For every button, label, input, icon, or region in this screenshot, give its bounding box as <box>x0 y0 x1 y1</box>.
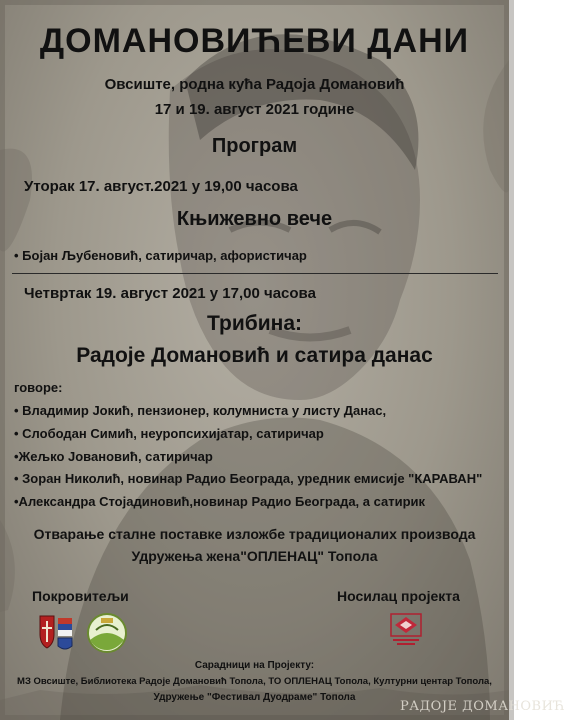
women-association-logo-icon <box>387 612 425 646</box>
speaker-item: • Слободан Симић, неуропсихијатар, сатиричар <box>14 426 324 441</box>
day1-event-title: Књижевно вече <box>176 208 333 230</box>
day1-datetime: Уторак 17. август.2021 у 19,00 часова <box>24 178 298 195</box>
poster-title: ДОМАНОВИЋЕВИ ДАНИ <box>39 22 470 60</box>
day1-guest <box>14 248 307 263</box>
speaker-item: • Владимир Јокић, пензионер, колумниста у листу Данас, <box>14 403 387 418</box>
event-dates: 17 и 19. август 2021 године <box>154 101 355 118</box>
event-location: Овсиште, родна кућа Радоја Домановић <box>104 76 405 93</box>
green-circle-logo-icon <box>84 612 130 654</box>
speakers-intro: говоре: <box>14 380 63 395</box>
exhibition-line1: Отварање сталне поставке изложбе традиционалих производа <box>33 526 476 542</box>
partners-line2: Удружење "Фестивал Дуодраме" Топола <box>153 692 356 703</box>
partners-heading: Сарадници на Пројекту: <box>194 660 315 671</box>
program-heading: Програм <box>211 135 298 157</box>
day2-event-title: Трибина: <box>206 312 302 335</box>
day1-guest-text: Бојан Љубеновић, сатиричар, афористичар <box>22 248 307 263</box>
day2-topic: Радоје Домановић и сатира данас <box>76 344 433 367</box>
day2-datetime: Четвртак 19. август 2021 у 17,00 часова <box>24 285 316 302</box>
exhibition-line2: Удружења жена"ОПЛЕНАЦ" Топола <box>131 548 378 564</box>
sponsors-label: Покровитељи <box>32 588 129 604</box>
speaker-item: • Зоран Николић, новинар Радио Београда, уредник емисије "КАРАВАН" <box>14 471 483 486</box>
section-divider <box>12 273 498 274</box>
serbia-coat-of-arms-icon <box>34 612 76 654</box>
organizer-label: Носилац пројекта <box>337 588 460 604</box>
speaker-item: •Александра Стојадиновић,новинар Радио Београда, а сатирик <box>14 494 426 509</box>
partners-line1: МЗ Овсиште, Библиотека Радоје Домановић Топола, ТО ОПЛЕНАЦ Топола, Културни центар Топола, <box>17 676 492 687</box>
signature-watermark: РАДОЈЕ ДОМАНОВИЋ <box>400 699 565 714</box>
bullet-icon: • <box>14 248 23 263</box>
speaker-item: •Жељко Јовановић, сатиричар <box>14 449 213 464</box>
